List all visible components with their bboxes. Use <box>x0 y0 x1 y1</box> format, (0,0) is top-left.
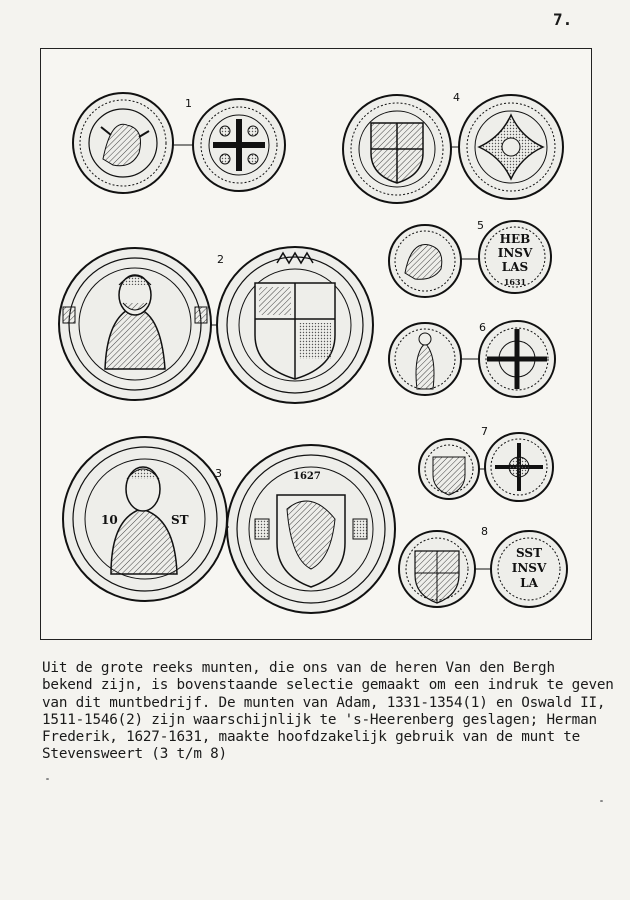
coin-3-reverse <box>227 445 395 613</box>
coin-8-obverse <box>399 531 475 607</box>
coin-5-inscription-2: INSV <box>497 246 533 260</box>
coin-7-label: 7 <box>481 425 488 438</box>
coin-7-obverse <box>419 439 479 499</box>
coin-5-inscription-1: HEB <box>499 232 531 246</box>
coin-5-reverse <box>479 221 551 293</box>
caption-line: Stevensweert (3 t/m 8) <box>42 746 227 763</box>
coin-1-label: 1 <box>185 97 192 110</box>
figure-caption <box>42 660 614 764</box>
coin-1-reverse <box>193 99 285 191</box>
coin-8-label: 8 <box>481 525 488 538</box>
coin-6-label: 6 <box>479 321 486 334</box>
coin-5-obverse <box>389 225 461 297</box>
coin-plate <box>40 48 592 640</box>
paper-speck <box>46 778 49 780</box>
coin-5-label: 5 <box>477 219 484 232</box>
coin-8-reverse <box>491 531 567 607</box>
coin-3-value-right: ST <box>171 513 189 527</box>
coin-6-obverse <box>389 323 461 395</box>
coin-2-reverse <box>217 247 373 403</box>
coin-5-inscription-3: LAS <box>501 260 529 274</box>
coin-plate-illustration <box>41 49 593 641</box>
coin-3-reverse-year: 1627 <box>293 471 321 482</box>
coin-2-label: 2 <box>217 253 224 266</box>
caption-line: van dit muntbedrijf. De munten van Adam, 1331-1354(1) en Oswald II, <box>42 694 606 711</box>
caption-line: 1511-1546(2) zijn waarschijnlijk te 's-Heerenberg geslagen; Herman <box>42 711 597 728</box>
coin-3-obverse <box>63 437 227 601</box>
caption-line: Uit de grote reeks munten, die ons van de heren Van den Bergh <box>42 660 555 676</box>
paper-speck <box>600 800 603 802</box>
coin-4-label: 4 <box>453 91 460 104</box>
coin-4-reverse <box>459 95 563 199</box>
caption-line: bekend zijn, is bovenstaande selectie gemaakt om een indruk te geven <box>42 677 614 694</box>
coin-4-obverse <box>343 95 451 203</box>
coin-6-reverse <box>479 321 555 397</box>
page-number: 7. <box>553 10 573 29</box>
coin-8-inscription-2: INSV <box>511 561 547 575</box>
coin-1-obverse <box>73 93 173 193</box>
coin-3-label: 3 <box>215 467 222 480</box>
coin-7-reverse <box>485 433 553 501</box>
caption-line: Frederik, 1627-1631, maakte hoofdzakelijk gebruik van de munt te <box>42 729 581 746</box>
coin-8-inscription-1: SST <box>516 546 542 560</box>
coin-8-inscription-3: LA <box>520 576 538 590</box>
coin-5-inscription-4: 1631 <box>503 277 527 287</box>
coin-3-value-left: 10 <box>101 513 118 527</box>
coin-2-obverse <box>59 248 211 400</box>
